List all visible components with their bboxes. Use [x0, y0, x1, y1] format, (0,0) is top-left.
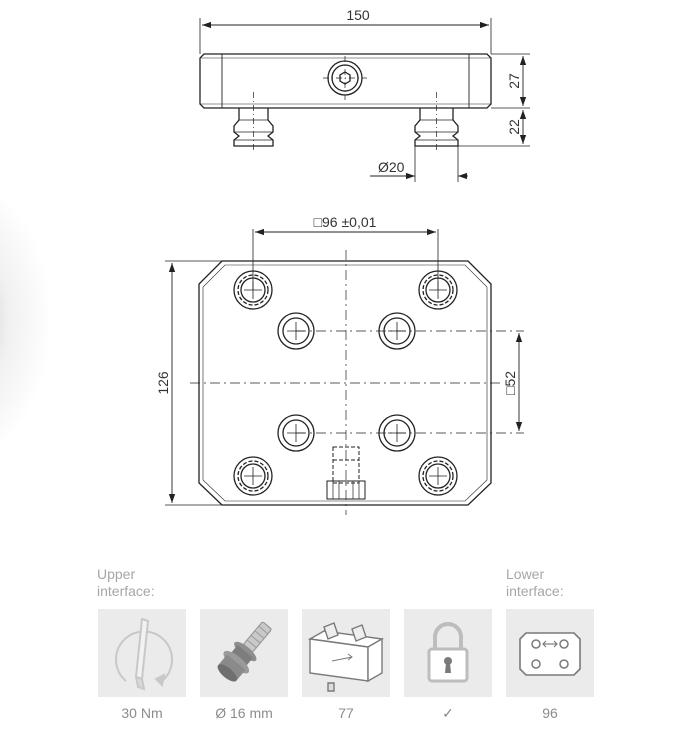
body-outline: [200, 54, 491, 108]
torque-wrench-icon: [98, 609, 186, 697]
right-pin: [415, 92, 458, 182]
lower-interface-label: Lower interface:: [506, 566, 564, 599]
pin-diameter-caption: Ø 16 mm: [215, 705, 273, 721]
plate-height-dim-text: 126: [155, 371, 171, 395]
pattern-caption: 96: [542, 705, 558, 721]
feature-tile-lock: [404, 609, 492, 697]
pin-diameter-dim-text: Ø20: [378, 159, 405, 175]
plan-view: [165, 229, 524, 515]
feature-tile-torque: [98, 609, 186, 697]
inner-hole: [278, 313, 314, 349]
padlock-icon: [404, 609, 492, 697]
inner-pitch-dim-text: □52: [502, 370, 518, 396]
hole-pattern-icon: [506, 609, 594, 697]
body-height-dim-text: 27: [506, 73, 522, 89]
feature-tile-pin: [200, 609, 288, 697]
width-dim-text: 150: [346, 7, 370, 23]
clamping-pin-icon: [200, 609, 288, 697]
inner-hole: [379, 313, 415, 349]
inner-hole: [278, 415, 314, 451]
lock-caption: ✓: [442, 705, 454, 721]
corner-hole: [419, 457, 457, 495]
feature-tile-vise: [302, 609, 390, 697]
torque-caption: 30 Nm: [121, 705, 163, 721]
inner-hole: [379, 415, 415, 451]
vise-caption: 77: [338, 705, 354, 721]
feature-tile-pattern: [506, 609, 594, 697]
left-pin: [234, 92, 273, 152]
pin-height-dim-text: 22: [506, 119, 522, 135]
upper-interface-label: Upper interface:: [97, 566, 155, 599]
vise-jaw-icon: [302, 609, 390, 697]
side-view: [200, 18, 530, 182]
corner-hole: [234, 457, 272, 495]
hole-pitch-dim-text: □96 ±0,01: [313, 214, 377, 230]
